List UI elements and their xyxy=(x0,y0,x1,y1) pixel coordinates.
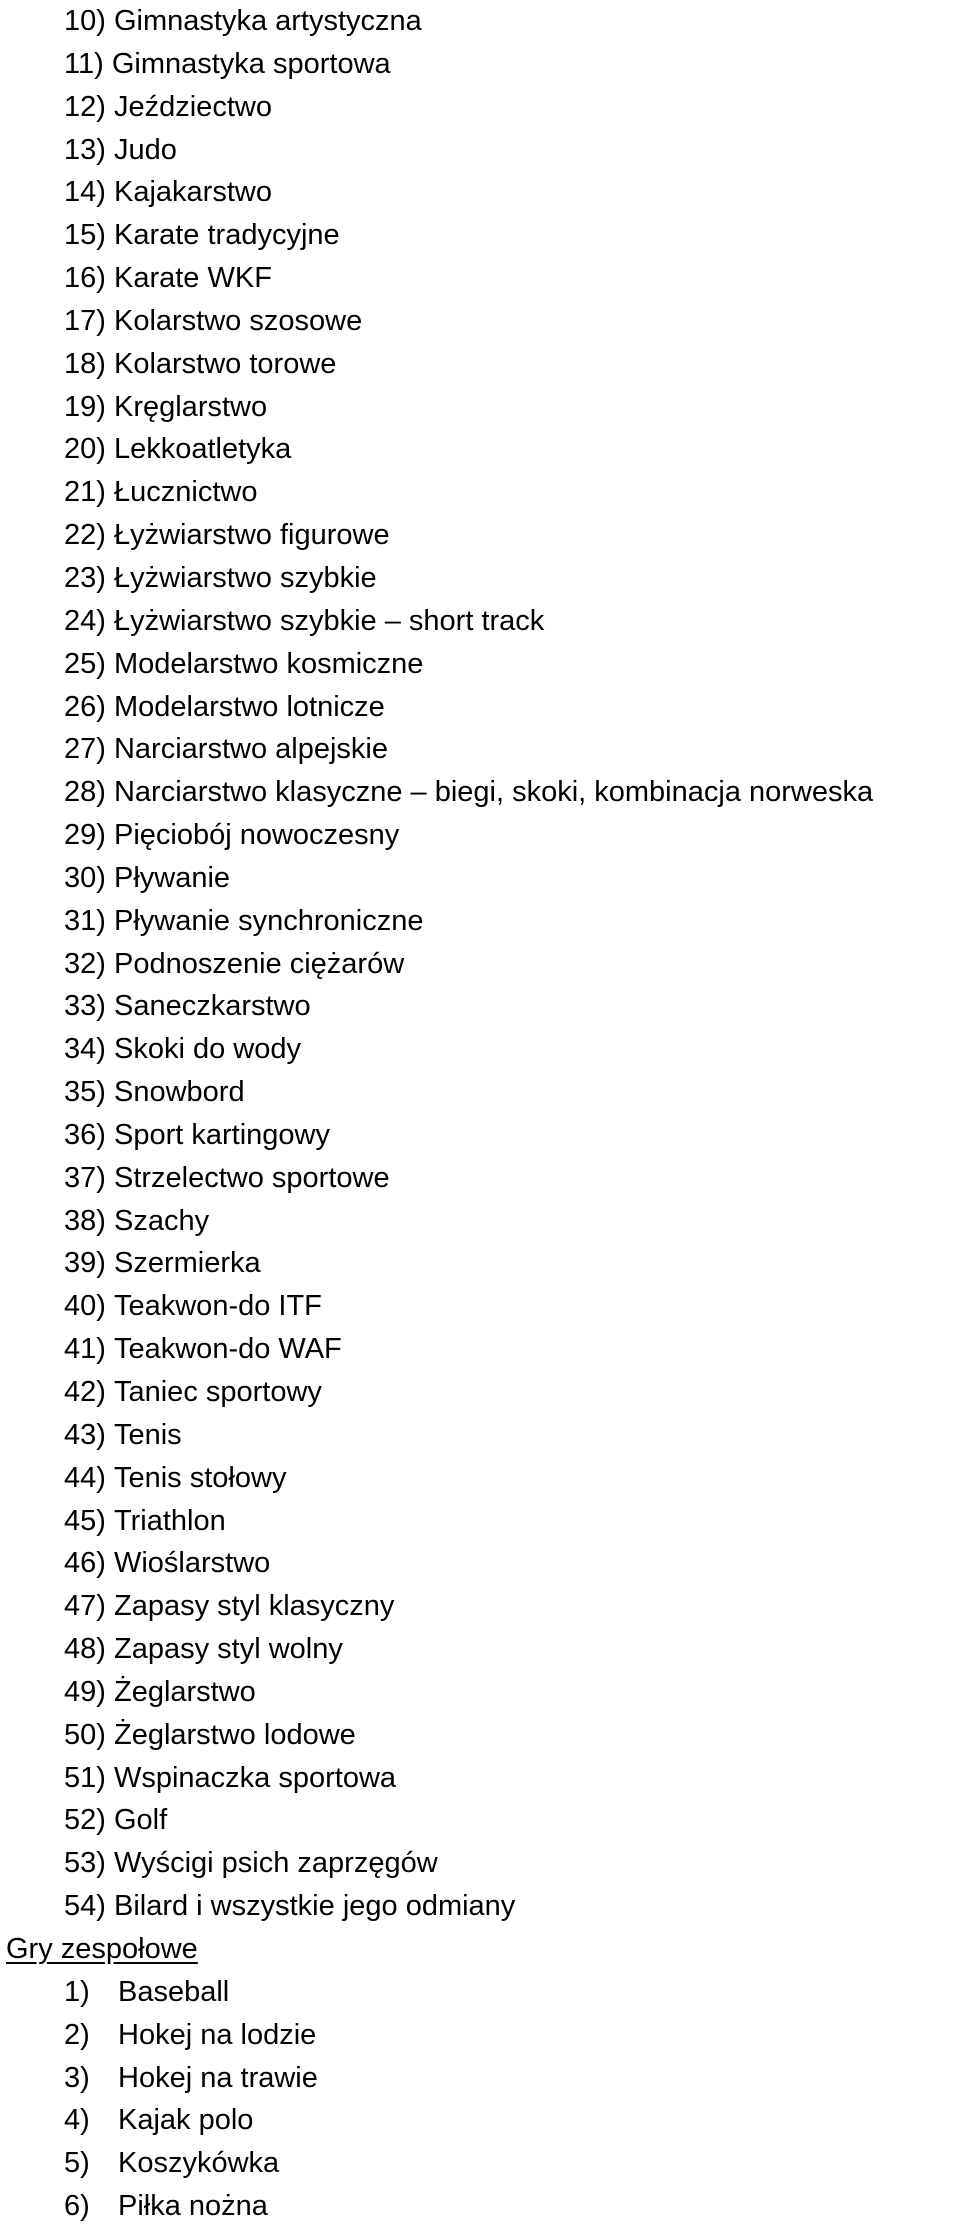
list-item xyxy=(0,514,960,557)
item-number: 42) xyxy=(64,1376,106,1408)
item-label: Judo xyxy=(113,133,177,166)
item-number: 24) xyxy=(64,604,106,637)
item-number: 28) xyxy=(64,776,106,809)
list-item xyxy=(0,1500,960,1543)
list-item xyxy=(0,214,960,257)
item-number: 33) xyxy=(64,990,106,1023)
item-number: 18) xyxy=(64,347,106,380)
item-number: 48) xyxy=(64,1633,106,1666)
item-label: Podnoszenie ciężarów xyxy=(113,947,405,980)
item-number: 11) xyxy=(64,47,104,80)
item-number: 25) xyxy=(64,647,106,680)
item-label: Wspinaczka sportowa xyxy=(113,1761,397,1794)
item-number: 32) xyxy=(64,947,106,980)
item-number: 1) xyxy=(64,1975,90,2008)
item-number: 22) xyxy=(64,519,106,552)
item-number: 41) xyxy=(64,1333,106,1366)
item-number: 49) xyxy=(64,1675,106,1708)
list-item xyxy=(0,1799,960,1842)
item-label: Baseball xyxy=(118,1975,230,2008)
item-number: 3) xyxy=(64,2061,90,2094)
list-item xyxy=(0,771,960,814)
list-item xyxy=(0,943,960,986)
item-label: Kolarstwo szosowe xyxy=(113,304,363,337)
list-item xyxy=(0,171,960,214)
list-item xyxy=(0,1757,960,1800)
item-number: 36) xyxy=(64,1118,106,1151)
item-label: Karate WKF xyxy=(113,262,272,295)
item-number: 45) xyxy=(64,1504,106,1537)
item-label: Modelarstwo lotnicze xyxy=(113,690,385,723)
list-item xyxy=(0,1971,960,2014)
list-item xyxy=(0,1328,960,1371)
item-label: Żeglarstwo lodowe xyxy=(113,1718,356,1751)
item-label: Gimnastyka artystyczna xyxy=(113,5,422,37)
item-number: 50) xyxy=(64,1718,106,1751)
item-label: Kręglarstwo xyxy=(113,390,268,423)
list-item xyxy=(0,1414,960,1457)
item-number: 10) xyxy=(64,5,106,37)
list-item xyxy=(0,343,960,386)
item-label: Karate tradycyjne xyxy=(113,219,340,252)
list-item xyxy=(0,1157,960,1200)
item-label: Teakwon-do ITF xyxy=(113,1290,322,1323)
list-item xyxy=(0,643,960,686)
item-label: Narciarstwo alpejskie xyxy=(113,733,388,766)
list-item xyxy=(0,1542,960,1585)
item-number: 30) xyxy=(64,861,106,894)
item-label: Hokej na lodzie xyxy=(118,2018,317,2051)
item-number: 51) xyxy=(64,1761,106,1794)
item-label: Tenis xyxy=(113,1418,182,1451)
list-item xyxy=(0,600,960,643)
item-number: 34) xyxy=(64,1033,106,1066)
list-item xyxy=(0,900,960,943)
item-label: Tenis stołowy xyxy=(113,1461,287,1494)
list-item xyxy=(0,1114,960,1157)
list-item xyxy=(0,1714,960,1757)
list-item xyxy=(0,2185,960,2228)
item-number: 40) xyxy=(64,1290,106,1323)
item-number: 31) xyxy=(64,904,106,937)
item-number: 17) xyxy=(64,304,106,337)
list-item xyxy=(0,985,960,1028)
item-number: 20) xyxy=(64,433,106,466)
team-games-heading: Gry zespołowe xyxy=(6,1932,198,1965)
item-label: Kajak polo xyxy=(118,2104,254,2137)
item-number: 2) xyxy=(64,2018,90,2051)
item-number: 23) xyxy=(64,561,106,594)
list-item xyxy=(0,2057,960,2100)
item-number: 53) xyxy=(64,1847,106,1880)
item-number: 5) xyxy=(64,2147,90,2180)
item-number: 19) xyxy=(64,390,106,423)
list-item xyxy=(0,1671,960,1714)
list-item xyxy=(0,1285,960,1328)
item-label: Skoki do wody xyxy=(113,1033,301,1066)
list-item xyxy=(0,2099,960,2142)
list-item xyxy=(0,86,960,129)
item-number: 35) xyxy=(64,1076,106,1109)
item-number: 12) xyxy=(64,90,106,123)
list-item xyxy=(0,471,960,514)
list-item xyxy=(0,257,960,300)
list-item xyxy=(0,1628,960,1671)
item-label: Zapasy styl klasyczny xyxy=(113,1590,395,1623)
item-label: Snowbord xyxy=(113,1076,245,1109)
item-number: 44) xyxy=(64,1461,106,1494)
item-label: Saneczkarstwo xyxy=(113,990,311,1023)
item-label: Hokej na trawie xyxy=(118,2061,318,2094)
item-label: Szermierka xyxy=(113,1247,261,1280)
list-item xyxy=(0,0,960,43)
item-label: Łyżwiarstwo szybkie xyxy=(113,561,377,594)
list-item xyxy=(0,1842,960,1885)
list-item xyxy=(0,686,960,729)
item-number: 43) xyxy=(64,1418,106,1451)
list-item xyxy=(0,2014,960,2057)
list-item xyxy=(0,557,960,600)
item-number: 15) xyxy=(64,219,106,252)
item-label: Łyżwiarstwo szybkie – short track xyxy=(113,604,545,637)
item-label: Modelarstwo kosmiczne xyxy=(113,647,424,680)
item-label: Pływanie synchroniczne xyxy=(113,904,424,937)
list-item xyxy=(0,728,960,771)
item-label: Pięciobój nowoczesny xyxy=(113,819,400,852)
item-label: Lekkoatletyka xyxy=(113,433,292,466)
item-label: Sport kartingowy xyxy=(113,1118,330,1151)
list-item xyxy=(0,814,960,857)
list-item xyxy=(0,1200,960,1243)
item-number: 26) xyxy=(64,690,106,723)
list-item xyxy=(0,1457,960,1500)
list-item xyxy=(0,2142,960,2185)
item-label: Teakwon-do WAF xyxy=(113,1333,342,1366)
item-label: Golf xyxy=(113,1804,168,1837)
list-item xyxy=(0,386,960,429)
item-label: Żeglarstwo xyxy=(113,1675,256,1708)
list-item xyxy=(0,1071,960,1114)
item-number: 14) xyxy=(64,176,106,209)
item-number: 47) xyxy=(64,1590,106,1623)
item-label: Kajakarstwo xyxy=(113,176,272,209)
list-item xyxy=(0,1028,960,1071)
list-item xyxy=(0,1371,960,1414)
item-label: Taniec sportowy xyxy=(113,1376,322,1408)
item-number: 46) xyxy=(64,1547,106,1580)
list-item xyxy=(0,129,960,172)
item-number: 13) xyxy=(64,133,106,166)
item-label: Gimnastyka sportowa xyxy=(111,47,391,80)
item-number: 27) xyxy=(64,733,106,766)
item-label: Szachy xyxy=(113,1204,210,1237)
list-item xyxy=(0,428,960,471)
item-label: Wioślarstwo xyxy=(113,1547,271,1580)
item-label: Jeździectwo xyxy=(113,90,272,123)
item-number: 37) xyxy=(64,1161,106,1194)
item-label: Łucznictwo xyxy=(113,476,258,509)
list-item xyxy=(0,300,960,343)
item-label: Łyżwiarstwo figurowe xyxy=(113,519,390,552)
list-item xyxy=(0,1585,960,1628)
list-item xyxy=(0,43,960,86)
item-number: 38) xyxy=(64,1204,106,1237)
item-label: Koszykówka xyxy=(118,2147,280,2180)
list-item xyxy=(0,857,960,900)
item-label: Wyścigi psich zaprzęgów xyxy=(113,1847,438,1880)
item-label: Strzelectwo sportowe xyxy=(113,1161,390,1194)
item-number: 29) xyxy=(64,819,106,852)
item-number: 16) xyxy=(64,262,106,295)
item-label: Piłka nożna xyxy=(118,2190,268,2223)
item-number: 52) xyxy=(64,1804,106,1837)
item-number: 4) xyxy=(64,2104,90,2137)
item-label: Triathlon xyxy=(113,1504,226,1537)
team-games-list xyxy=(0,1971,960,2228)
item-label: Pływanie xyxy=(113,861,231,894)
item-number: 54) xyxy=(64,1890,106,1923)
item-number: 6) xyxy=(64,2190,90,2223)
item-label: Kolarstwo torowe xyxy=(113,347,337,380)
item-label: Zapasy styl wolny xyxy=(113,1633,343,1666)
item-number: 39) xyxy=(64,1247,106,1280)
list-item xyxy=(0,1885,960,1928)
item-label: Bilard i wszystkie jego odmiany xyxy=(113,1890,516,1923)
list-item xyxy=(0,1242,960,1285)
item-number: 21) xyxy=(64,476,106,509)
item-label: Narciarstwo klasyczne – biegi, skoki, kombinacja norweska xyxy=(113,776,874,809)
